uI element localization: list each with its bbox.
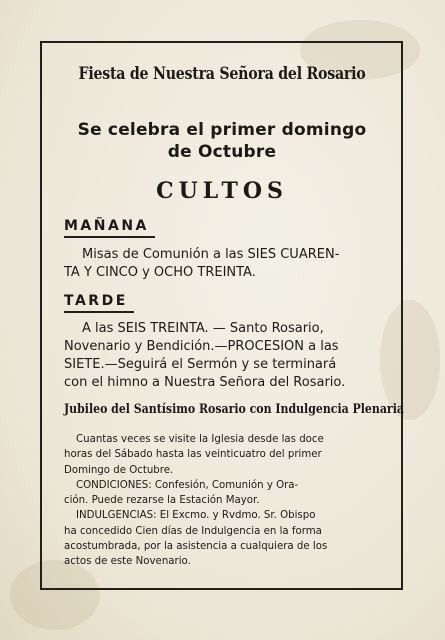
jubileo-text xyxy=(64,432,382,570)
text-line: horas del Sábado hasta las veinticuatro del primer xyxy=(64,449,322,461)
heading-underline xyxy=(64,311,134,313)
text-line: acostumbrada, por la asistencia a cualquiera de los xyxy=(64,541,328,553)
text-line: Novenario y Bendición.—PROCESION a las xyxy=(64,339,339,354)
heading-underline xyxy=(64,236,155,238)
text-line: CONDICIONES: Confesión, Comunión y Ora- xyxy=(76,479,299,491)
text-line: ha concedido Cien días de Indulgencia en la forma xyxy=(64,525,322,537)
tarde-text xyxy=(64,320,382,392)
text-line: TA Y CINCO y OCHO TREINTA. xyxy=(64,265,256,280)
manana-heading-label: MAÑANA xyxy=(64,218,149,234)
subtitle-line: Se celebra el primer domingo xyxy=(77,120,367,140)
text-line: con el himno a Nuestra Señora del Rosario. xyxy=(64,375,346,390)
tarde-heading xyxy=(64,293,128,310)
manana-heading xyxy=(64,218,149,235)
text-line: SIETE.—Seguirá el Sermón y se terminará xyxy=(64,357,337,372)
manana-text xyxy=(64,246,382,282)
subtitle xyxy=(48,119,396,163)
text-line: INDULGENCIAS: El Excmo. y Rvdmo. Sr. Obispo xyxy=(76,510,316,522)
subtitle-line: de Octubre xyxy=(167,142,277,162)
text-line: Misas de Comunión a las SIES CUAREN- xyxy=(82,247,340,262)
cultos-heading: CULTOS xyxy=(156,178,288,204)
text-line: Cuantas veces se visite la Iglesia desde las doce xyxy=(76,434,324,445)
text-line: Domingo de Octubre. xyxy=(64,464,174,476)
document-title: Fiesta de Nuestra Señora del Rosario xyxy=(78,64,366,83)
jubileo-heading: Jubileo del Santísimo Rosario con Indulgencia Plenaria xyxy=(64,402,404,417)
text-line: ción. Puede rezarse la Estación Mayor. xyxy=(64,495,260,507)
tarde-heading-label: TARDE xyxy=(64,293,128,309)
text-line: actos de este Novenario. xyxy=(64,556,191,568)
text-line: A las SEIS TREINTA. — Santo Rosario, xyxy=(82,321,324,336)
